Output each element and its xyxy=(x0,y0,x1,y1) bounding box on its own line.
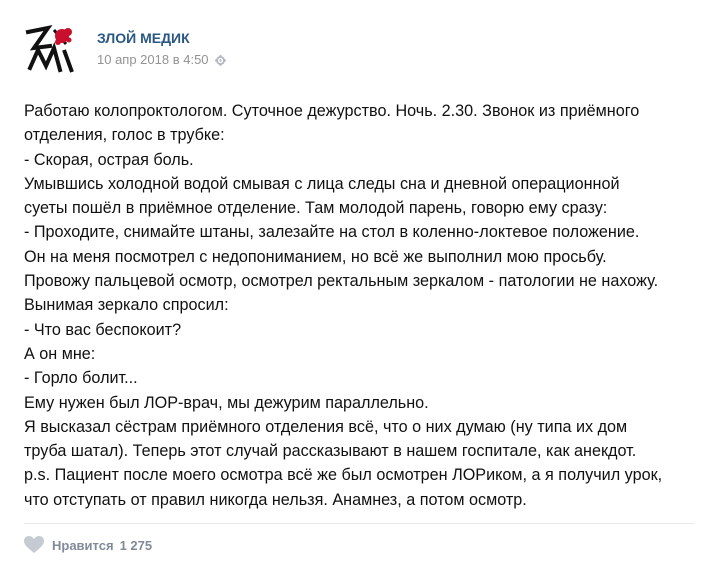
like-button[interactable] xyxy=(24,533,152,557)
post-text-line: p.s. Пациент после моего осмотра всё же был осмотрен ЛОРиком, а я получил урок, xyxy=(24,466,663,485)
post-text-line: - Проходите, снимайте штаны, залезайте на стол в коленно-локтевое положение. xyxy=(24,223,640,242)
post-text-line: Умывшись холодной водой смывая с лица следы сна и дневной операционной xyxy=(24,174,620,193)
post-text-line: что отступать от правил никогда нельзя. Анамнез, а потом осмотр. xyxy=(24,490,527,509)
post-text xyxy=(24,99,704,512)
post-text-line: труба шатал). Теперь этот случай рассказывают в нашем госпитале, как анекдот. xyxy=(24,442,637,461)
post-date[interactable]: 10 апр 2018 в 4:50 xyxy=(97,52,209,67)
post-text-line: отделения, голос в трубке: xyxy=(24,126,225,145)
post-text-line: Вынимая зеркало спросил: xyxy=(24,296,229,315)
post-text-line: - Горло болит... xyxy=(24,369,138,388)
post-text-line: Провожу пальцевой осмотр, осмотрел ректальным зеркалом - патологии не нахожу. xyxy=(24,272,659,291)
like-label: Нравится xyxy=(52,537,114,553)
post-text-line: - Что вас беспокоит? xyxy=(24,320,182,339)
footer-divider xyxy=(24,523,694,524)
post-text-line: Работаю колопроктологом. Суточное дежурство. Ночь. 2.30. Звонок из приёмного xyxy=(24,102,640,120)
author-link[interactable]: ЗЛОЙ МЕДИК xyxy=(97,30,190,46)
post-text-line: Ему нужен был ЛОР-врач, мы дежурим параллельно. xyxy=(24,393,429,412)
gear-icon[interactable] xyxy=(215,54,226,65)
post-text-line: суеты пошёл в приёмное отделение. Там молодой парень, говорю ему сразу: xyxy=(24,199,608,218)
post-text-line: - Скорая, острая боль. xyxy=(24,150,194,169)
heart-icon xyxy=(24,536,44,554)
post-meta xyxy=(97,52,226,67)
post-text-line: Он на меня посмотрел с недопониманием, но всё же выполнил мою просьбу. xyxy=(24,247,607,266)
post-header xyxy=(24,20,684,76)
post-text-line: Я высказал сёстрам приёмного отделения всё, что о них думаю (ну типа их дом xyxy=(24,417,628,436)
logo-avatar[interactable] xyxy=(24,20,80,76)
post-text-line: А он мне: xyxy=(24,344,96,363)
like-count: 1 275 xyxy=(119,537,153,553)
